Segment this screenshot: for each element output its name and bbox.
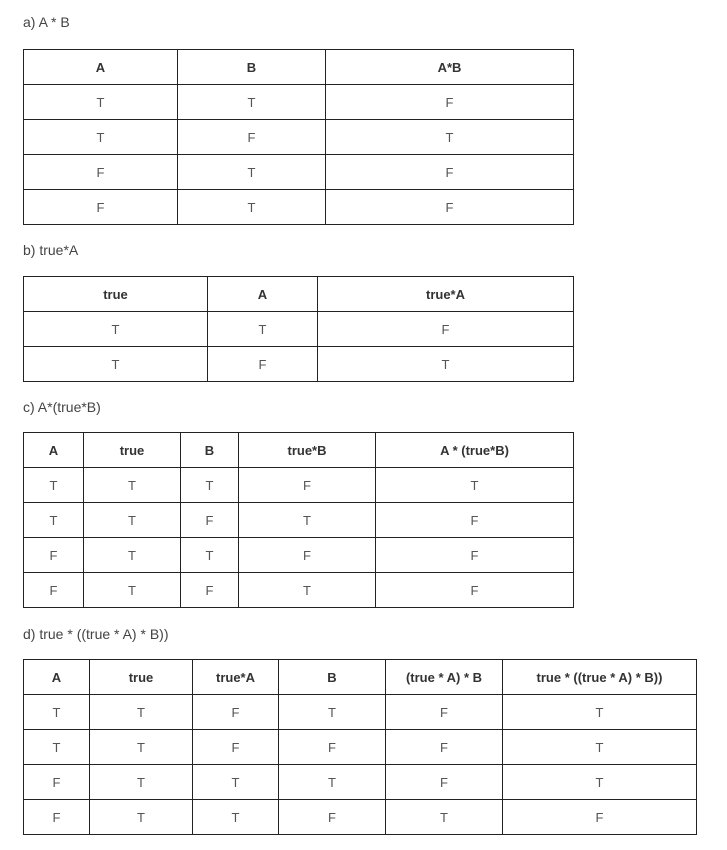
table-cell: T [24, 503, 84, 538]
table-cell: T [503, 765, 697, 800]
table-row [24, 695, 697, 730]
table-cell: F [181, 503, 239, 538]
table-header-row [24, 277, 574, 312]
column-header: A*B [326, 50, 574, 85]
table-cell: F [279, 800, 386, 835]
table-cell: T [84, 503, 181, 538]
table-header-row [24, 660, 697, 695]
table-row [24, 190, 574, 225]
table-cell: F [239, 468, 376, 503]
column-header: A * (true*B) [376, 433, 574, 468]
table-cell: T [90, 800, 193, 835]
table-row [24, 347, 574, 382]
heading-d: d) true * ((true * A) * B)) [23, 626, 169, 642]
table-cell: T [239, 573, 376, 608]
table-header-row [24, 50, 574, 85]
table-cell: T [84, 468, 181, 503]
table-cell: T [90, 695, 193, 730]
table-cell: F [239, 538, 376, 573]
column-header: B [279, 660, 386, 695]
column-header: B [181, 433, 239, 468]
column-header: true*A [318, 277, 574, 312]
table-cell: T [24, 468, 84, 503]
table-cell: T [239, 503, 376, 538]
column-header: true [90, 660, 193, 695]
table-cell: T [24, 347, 208, 382]
table-cell: T [84, 538, 181, 573]
table-cell: F [181, 573, 239, 608]
table-cell: T [178, 155, 326, 190]
table-row [24, 155, 574, 190]
table-cell: T [90, 765, 193, 800]
table-cell: F [386, 765, 503, 800]
table-cell: T [208, 312, 318, 347]
table-cell: F [178, 120, 326, 155]
table-cell: F [24, 765, 90, 800]
table-cell: T [503, 695, 697, 730]
table-cell: F [326, 190, 574, 225]
table-cell: F [208, 347, 318, 382]
table-cell: T [326, 120, 574, 155]
table-cell: F [24, 155, 178, 190]
table-cell: F [386, 730, 503, 765]
table-cell: T [90, 730, 193, 765]
table-cell: T [178, 85, 326, 120]
column-header: true*B [239, 433, 376, 468]
column-header: A [24, 433, 84, 468]
truth-table-b [23, 276, 574, 382]
column-header: true [24, 277, 208, 312]
column-header: A [208, 277, 318, 312]
column-header: true*A [193, 660, 279, 695]
table-row [24, 503, 574, 538]
table-cell: T [181, 468, 239, 503]
table-cell: T [318, 347, 574, 382]
table-cell: F [24, 538, 84, 573]
table-cell: T [181, 538, 239, 573]
column-header: true [84, 433, 181, 468]
table-cell: T [386, 800, 503, 835]
table-cell: F [376, 503, 574, 538]
truth-table-c [23, 432, 574, 608]
table-cell: F [386, 695, 503, 730]
table-cell: F [326, 85, 574, 120]
table-row [24, 120, 574, 155]
table-cell: T [376, 468, 574, 503]
table-cell: F [24, 800, 90, 835]
table-cell: F [376, 538, 574, 573]
table-cell: T [178, 190, 326, 225]
table-row [24, 85, 574, 120]
table-cell: F [24, 190, 178, 225]
table-cell: F [193, 695, 279, 730]
table-cell: F [318, 312, 574, 347]
heading-b: b) true*A [23, 242, 79, 258]
table-cell: F [279, 730, 386, 765]
table-cell: T [24, 695, 90, 730]
column-header: B [178, 50, 326, 85]
table-row [24, 468, 574, 503]
column-header: A [24, 660, 90, 695]
heading-a: a) A * B [23, 14, 70, 30]
table-cell: T [24, 120, 178, 155]
column-header: true * ((true * A) * B)) [503, 660, 697, 695]
table-cell: T [84, 573, 181, 608]
table-row [24, 312, 574, 347]
table-cell: F [193, 730, 279, 765]
heading-c: c) A*(true*B) [23, 399, 101, 415]
table-cell: T [24, 730, 90, 765]
table-cell: F [376, 573, 574, 608]
column-header: A [24, 50, 178, 85]
table-row [24, 730, 697, 765]
table-cell: F [503, 800, 697, 835]
table-row [24, 573, 574, 608]
truth-table-d [23, 659, 697, 835]
table-row [24, 538, 574, 573]
table-cell: F [24, 573, 84, 608]
table-cell: T [24, 312, 208, 347]
table-cell: T [279, 695, 386, 730]
table-row [24, 800, 697, 835]
column-header: (true * A) * B [386, 660, 503, 695]
table-cell: T [503, 730, 697, 765]
table-row [24, 765, 697, 800]
table-cell: T [193, 800, 279, 835]
table-cell: T [193, 765, 279, 800]
table-cell: T [279, 765, 386, 800]
table-header-row [24, 433, 574, 468]
truth-table-a [23, 49, 574, 225]
table-cell: F [326, 155, 574, 190]
table-cell: T [24, 85, 178, 120]
